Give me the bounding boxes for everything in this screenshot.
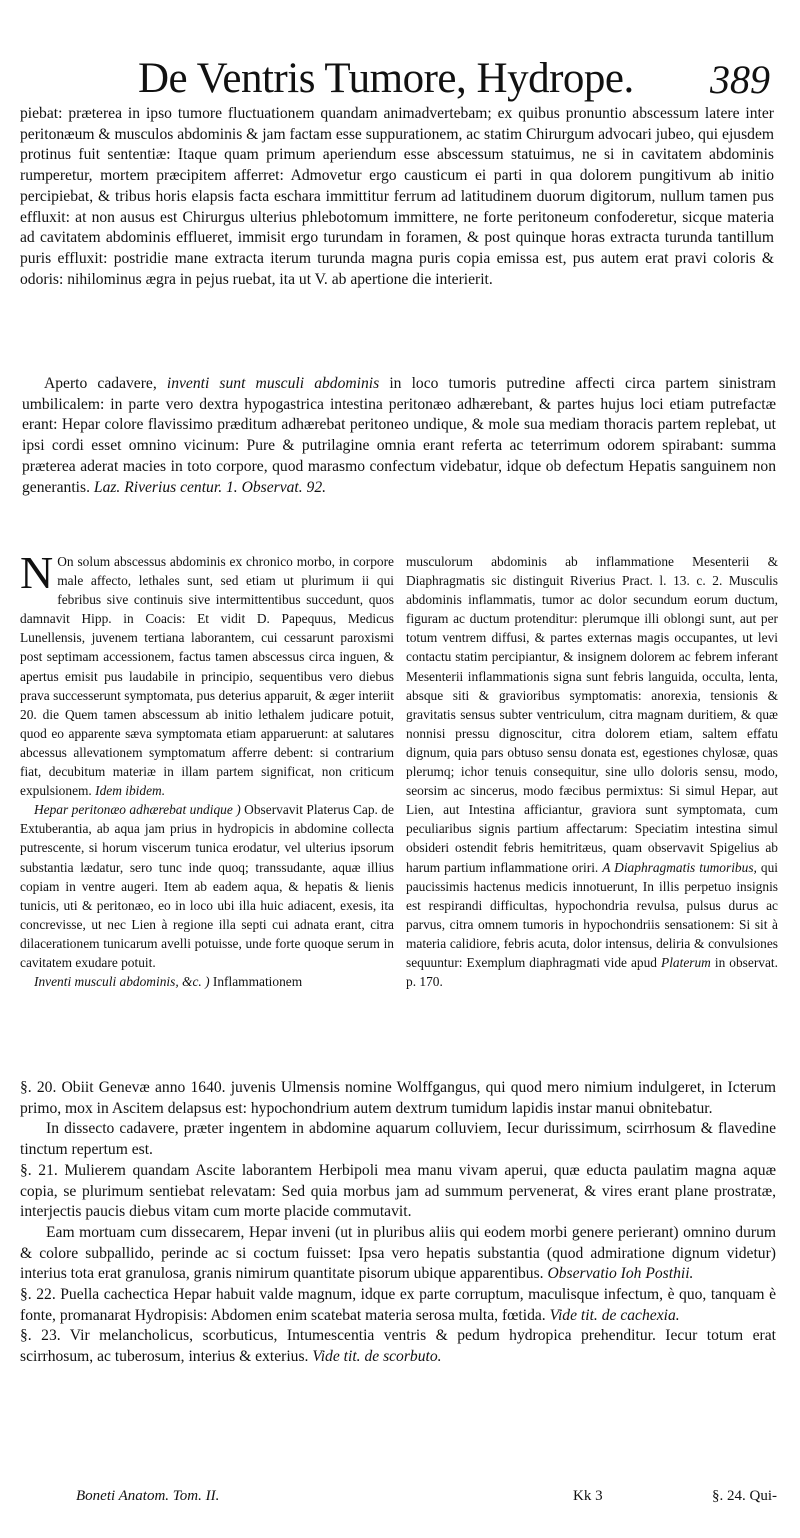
signature-mark: Kk 3 (573, 1488, 603, 1504)
commentary-paragraph (20, 972, 394, 991)
autopsy-paragraph (22, 374, 776, 498)
author-name: Platerum (661, 954, 711, 970)
citation: Idem ibidem. (95, 783, 166, 799)
section-21: §. 21. Mulierem quandam Ascite laborantem Herbipoli mea manu vivam aperui, quæ educta paulatim magna aquæ copia, se plurimum sentiebat relevatam: Sed quia morbus jam ad summum pervenerat, & vires erant plane prostratæ, interjectis paucis diebus vitam cum morte placide commutavit. (20, 1161, 776, 1221)
text-run: On solum abscessus abdominis ex chronico morbo, in corpore male affecto, lethales sunt, sed etiam ut plurimum ii qui febribus sive continuis sive intermittentibus succedunt, quos damnavit Hipp. in Coacis: Et vidit D. Papequus, Medicus Lunellensis, juvenem tertiana laborantem, cui cessarunt paroxismi post septimam accessionem, factus tamen abscessus circa inguen, & apertus emisit pus laudabile in principio, sequentibus vero diebus prava successerunt symptomata, pus deterius apparuit, & æger interiit 20. die Quem tamen abscessum ab initio lethalem judicare potuit, quod eo apparente sæva symptomata etiam apparuerunt: at salutares abcessus allevationem symptomatum afferre debent: si contrarium fiat, decubitum materiæ in illam partem significat, non criticum expulsionem. (20, 554, 394, 799)
lemma-italic: inventi sunt musculi abdominis (166, 375, 380, 392)
page-header (0, 54, 800, 104)
text-run: Observavit Platerus Cap. de Extuberantia, ab aqua jam prius in hydropicis in abdomine collecta putrescente, si horum viscerum tunica erodatur, vel ulterius ipsorum substantia lædatur, sero tunc inde quoq; transsudante, aquæ illius copiam in ventre augeri. Item ab eadem aqua, & hepatis & lienis tunicis, uti & peritonæo, eo in loco ubi illa huic adiacent, exesis, ita concrevisse, ut nec Lien à regione illa septi cui adnata erant, citra dilacerationem tunicarum avelli potuisse, unde forte quoque serum in cavitatem exudare potuit. (20, 802, 394, 970)
text-run: in observat. p. 170. (406, 954, 778, 990)
citation: Observatio Ioh Posthii. (547, 1265, 694, 1283)
continued-paragraph (20, 104, 774, 290)
text-run: in loco tumoris putredine affecti circa partem sinistram umbilicalem: in parte vero dextra hypogastrica intestina peritonæo adhærebant, & partes hujus loci etiam putrefactæ erant: Hepar colore flavissimo præditum adhærebat peritoneo undique, & mole sua mediam thoracis partem replebat, ut ipsi cordi esset omnino vicinum: Pure & putrilagine omnia erant referta ac teterrimum odorem spirabant: summa præterea aderat macies in toto corpore, quod marasmo confectum videbatur, idque ob defectum Hepatis sanguinem non generantis. (22, 375, 777, 496)
commentary-paragraph (406, 552, 778, 991)
text-run: Eam mortuam cum dissecarem, Hepar inveni (ut in pluribus aliis qui eodem morbi genere perierant) omnino durum & colore subpallido, perinde ac si coctum fuisset: Ipsa vero hepatis substantia (quod admiratione dignum videtur) interius tota erat granulosa, granis nimirum quantitate pisorum ubique apparentibus. (20, 1223, 776, 1283)
text-run: qui paucissimis hactenus medicis innotuerunt, In illis perpetuo insignis est respirandi difficultas, hypochondria revulsa, pulsus durus ac parvus, citra omnem tumoris in hypochondriis sensationem: Si sit à materia calidiore, febris acuta, dolor intensus, deliria & convulsiones sequuntur: Exemplum diaphragmati vide apud (406, 859, 778, 970)
right-column (406, 552, 778, 991)
citation: Laz. Riverius centur. 1. Observat. 92. (93, 478, 327, 496)
lemma-italic: Inventi musculi abdominis, &c. ) (34, 974, 210, 990)
citation: Vide tit. de scorbuto. (312, 1348, 442, 1366)
running-title: De Ventris Tumore, Hydrope. (138, 55, 634, 102)
text-run: §. 23. Vir melancholicus, scorbuticus, Intumescentia ventris & pedum hydropica prehenditur. Iecur totum erat scirrhosum, ac tuberosum, interius & exterius. (20, 1327, 776, 1366)
text-run: Aperto cadavere, (44, 375, 157, 392)
lemma-italic: A Diaphragmatis tumoribus, (602, 859, 757, 875)
text-run: Inflammationem (212, 974, 303, 990)
catchword: §. 24. Qui- (712, 1488, 777, 1504)
observations-section (20, 1078, 776, 1368)
footer-book-title: Boneti Anatom. Tom. II. (76, 1488, 220, 1504)
page-number: 389 (710, 57, 770, 102)
section-21-dissection (20, 1223, 776, 1285)
section-22 (20, 1285, 776, 1326)
section-23 (20, 1326, 776, 1367)
lemma-italic: Hepar peritonæo adhærebat undique ) (34, 802, 241, 818)
text-run: §. 22. Puella cachectica Hepar habuit valde magnum, idque ex parte corruptum, maculisque infectum, è quo, tanquam è fonte, promanarat Hydropisis: Abdomen enim scatebat materia serosa multa, fœtida. (20, 1286, 776, 1324)
paragraph-text (22, 374, 776, 498)
citation: Vide tit. de cachexia. (549, 1306, 680, 1324)
drop-capital: N (20, 547, 54, 598)
paragraph-text: piebat: præterea in ipso tumore fluctuationem quandam animadvertebam; ex quibus pronuntio abscessum latere inter peritonæum & musculos abdominis & jam factam esse suppurationem, ac statim Chirurgum advocari jubeo, qui ejusdem protinus fuit sententiæ: Itaque quam primum aperiendum esse abscessum statuimus, ne si in cavitatem abdominis rumperetur, mortem præcipitem afferret: Admovetur ergo causticum ei parti in qua dolorem pungitivum ab initio percipiebat, & tribus horis elapsis facta eschara immittitur ferrum ad latitudinem duorum digitorum, nullum tamen pus effluxit: at non ausus est Chirurgus ulterius phlebotomum immittere, ne forte peritoneum confoderetur, sicque materia ad cavitatem abdominis efflueret, immisit ergo turundam in foramen, & post quinque horas extracta turunda tantillum puris effluxit: postridie mane extracta iterum turunda magna puris copia emissa est, pus autem erat pravi coloris & odoris: nihilominus ægra in pejus ruebat, ita ut V. ab apertione die interierit. (20, 105, 774, 288)
text-run: musculorum abdominis ab inflammatione Mesenterii & Diaphragmatis sic distinguit Riverius Pract. l. 13. c. 2. Musculis abdominis inflammatis, tumor ac dolor secundum eorum ductum, figuram ac ductum protenditur: plerumque illi oblongi sunt, aut per totum ventrem diffusi, & partes externas magis occupantes, ut levi contactu statim percipiantur, & insignem dolorem ac febrem inferant Mesenterii inflammationis signa sunt febris languida, occulta, lenta, absque siti & gravioribus symptomatis: anorexia, tensionis & gravitatis sensus subter ventriculum, citra magnam duritiem, & quæ nonnisi pressu dignoscitur, citra dolorem etiam, saltem effatu dignum, quia pars obtuso sensu donata est, egestiones chylosæ, quas plerumq; ichor tenuis consequitur, sine ullo doloris sensu, modo, seorsim ac sincerus, modo fæcibus permixtus: Si simul Hepar, aut Lien, aut Intestina afficiantur, graviora sunt symptomata, cum peculiaribus signis partium affectarum: Speciatim intestina simul obsideri ostendit febris hemitritæus, quam observavit Spigelius ab harum partium inflammatione oriri. (406, 554, 778, 875)
section-20-dissection: In dissecto cadavere, præter ingentem in abdomine aquarum colluviem, Iecur durissimum, scirrhosum & flavedine tinctum repertum est. (20, 1120, 776, 1159)
page-footer (0, 1488, 800, 1518)
left-column (20, 547, 394, 991)
section-20: §. 20. Obiit Genevæ anno 1640. juvenis Ulmensis nomine Wolffgangus, qui quod mero nimium indulgeret, in Icterum primo, mox in Ascitem delapsus est: hypochondrium autem dextrum tumidum lapidis instar manui obnitebatur. (20, 1079, 776, 1117)
commentary-paragraph (20, 800, 394, 972)
commentary-paragraph (20, 547, 394, 800)
commentary-columns (20, 547, 780, 1074)
